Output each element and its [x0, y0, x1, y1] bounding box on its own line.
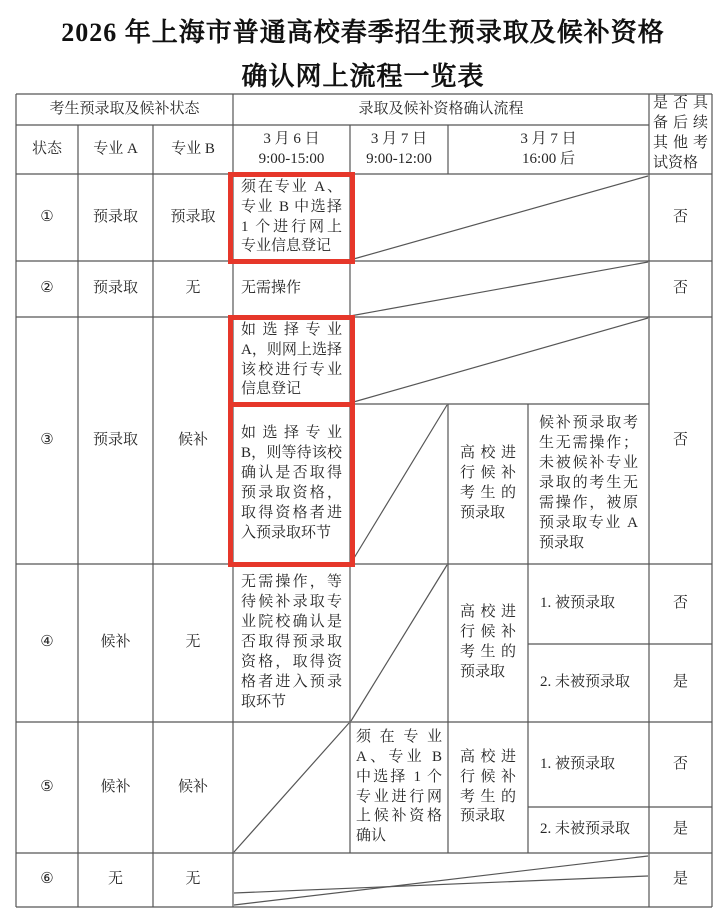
- row5-college-action-text: 高校进行候补考生的预录取: [460, 748, 516, 825]
- header-time-mar7-am-date: 3 月 7 日: [370, 130, 428, 147]
- row3-major-b: 候补: [177, 431, 208, 448]
- header-major-b: 专业 B: [171, 140, 215, 157]
- row4-college-action: [448, 564, 528, 722]
- header-flow-group: 录取及候补资格确认流程: [358, 100, 524, 117]
- row3-status-no: ③: [40, 431, 54, 448]
- header-time-mar7-am: [350, 125, 448, 174]
- page-title-line2: 确认网上流程一览表: [241, 62, 485, 91]
- row2-major-b: 无: [185, 280, 201, 297]
- row1-major-a: 预录取: [92, 208, 138, 225]
- row1-status-no: ①: [40, 208, 54, 225]
- row4-major-b: 无: [185, 634, 201, 651]
- row4-mar6-action-text: 无需操作，等待候补录取专业院校确认是否取得预录取资格，取得资格者进入预录取环节: [241, 574, 342, 710]
- header-status-group: 考生预录取及候补状态: [49, 100, 200, 117]
- row4-status-no: ④: [40, 634, 54, 651]
- row4-outcome-1: 1. 被预录取: [540, 595, 616, 612]
- row3-major-a: 预录取: [92, 431, 138, 448]
- highlight-box-row3-choice-a: [228, 315, 355, 407]
- row3-college-action-text: 高校进行候补考生的预录取: [460, 445, 516, 521]
- row4-eligibility-2: 是: [672, 674, 688, 691]
- header-time-mar7-pm-hours: 16:00 后: [522, 150, 575, 167]
- row6-major-b: 无: [185, 871, 201, 888]
- row5-outcome-2: 2. 未被预录取: [540, 821, 631, 838]
- header-major-a: 专业 A: [93, 140, 138, 157]
- row6-major-a: 无: [107, 871, 123, 888]
- header-time-mar6-date: 3 月 6 日: [263, 130, 320, 147]
- row4-mar6-action: [233, 564, 350, 722]
- header-eligibility-text: 是否具备后续其他考试资格: [653, 95, 708, 171]
- row5-outcome-1: 1. 被预录取: [540, 755, 616, 772]
- row2-status-no: ②: [40, 280, 54, 297]
- row5-college-action: [448, 722, 528, 853]
- header-time-mar6-hours: 9:00-15:00: [258, 150, 325, 167]
- highlight-box-row3-choice-b: [228, 402, 355, 567]
- row1-eligibility: 否: [672, 208, 688, 225]
- row5-mar7-am-action-text: 须在专业 A、专业 B 中选择 1 个专业进行网上候补资格确认: [356, 728, 442, 845]
- row5-eligibility-2: 是: [672, 821, 688, 838]
- header-time-mar7-pm: [448, 125, 649, 174]
- row4-major-a: 候补: [100, 634, 131, 651]
- header-time-mar6: [233, 125, 350, 174]
- row3-after-1600-action: [528, 404, 649, 564]
- row2-mar6-action: 无需操作: [241, 280, 302, 297]
- row4-outcome-2: 2. 未被预录取: [540, 674, 631, 691]
- row3-mar6-action-choice-a-text: 如选择专业 A，则网上选择该校进行专业信息登记: [241, 321, 342, 398]
- row1-mar6-action-text: 须在专业 A、专业 B 中选择 1 个进行网上专业信息登记: [241, 178, 342, 255]
- row3-after-1600-action-text: 候补预录取考生无需操作；未被候补专业录取的考生无需操作，被原预录取专业 A 预录取: [539, 415, 638, 551]
- header-eligibility: [649, 94, 712, 174]
- row4-eligibility-1: 否: [672, 595, 688, 612]
- row2-major-a: 预录取: [92, 280, 138, 297]
- row5-major-a: 候补: [100, 778, 131, 795]
- highlight-box-row1-mar6: [228, 172, 355, 264]
- page-title-line1: 2026 年上海市普通高校春季招生预录取及候补资格: [61, 18, 665, 47]
- header-status: 状态: [31, 140, 62, 157]
- row5-status-no: ⑤: [40, 778, 54, 795]
- row4-college-action-text: 高校进行候补考生的预录取: [460, 604, 516, 680]
- row6-eligibility: 是: [672, 871, 688, 888]
- row3-college-action: [448, 404, 528, 564]
- header-time-mar7-am-hours: 9:00-12:00: [366, 150, 432, 167]
- row2-eligibility: 否: [672, 280, 688, 297]
- row1-major-b: 预录取: [170, 208, 216, 225]
- row5-eligibility-1: 否: [672, 755, 688, 772]
- row3-eligibility: 否: [672, 431, 688, 448]
- row5-major-b: 候补: [177, 778, 208, 795]
- header-time-mar7-pm-date: 3 月 7 日: [520, 130, 577, 147]
- row3-mar6-action-choice-b-text: 如选择专业 B，则等待该校确认是否取得预录取资格，取得资格者进入预录取环节: [241, 425, 342, 541]
- row5-mar7-am-action: [350, 722, 448, 853]
- row6-status-no: ⑥: [40, 871, 54, 888]
